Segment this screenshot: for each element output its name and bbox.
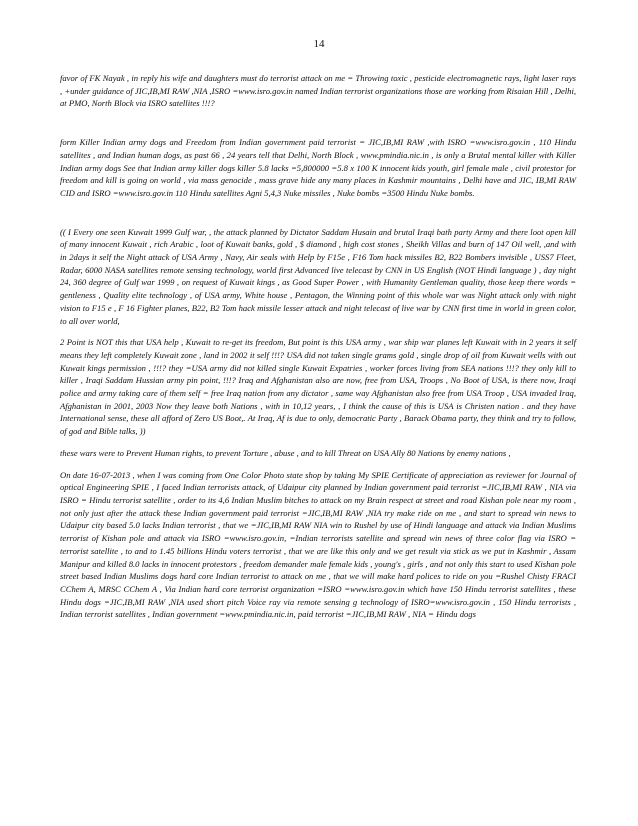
- page-number: 14: [313, 38, 325, 50]
- paragraph-1: favor of FK Nayak , in reply his wife and daughters must do terrorist attack on me = Throwing toxic , pesticide electromagnetic rays, light laser rays , +under guidance of JIC,IB,MI RAW ,NIA ,ISRO =www.isro.gov.in named Indian terrorist organizations those are working from Risaian Hill , Delhi, at PMO, North Block via ISRO satellites !!!?: [60, 73, 576, 109]
- paragraph-3: (( I Every one seen Kuwait 1999 Gulf war, , the attack planned by Dictator Saddam Husain and brutal Iraqi bath party Army and there loot open kill of many innocent Kuwait , rich Arabic , loot of Kuwait banks, gold , $ diamond , high cost stones , Sheikh Villas and burn of 147 Oil well, ,and with in 2days it self the Night attack of USA Army , Navy, Air seals with Help by F15e , F16 Tom hack missiles B2, B22 Bombers invisible , USS7 Fleet, Radar, 6000 NASA satellites remote sensing technology, world first Advanced live telecast by CNN in US English (NOT Hindi language ) , day night 24, 360 degree of Gulf war 1999 , on request of Kuwait kings , as Good Super Power , with Humanity Gentleman quality, those keep there words = gentleness , Quality elite technology , of USA army, White house , Pentagon, the Winning point of this whole war was Night attack only with night vision to F15 e , F 16 Fighter planes, B22, B2 Tom hack missile lesser attack and night telecast of live war by CNN first time in world in green color, to all over world,: [60, 226, 576, 326]
- paragraph-6: On date 16-07-2013 , when I was coming from One Color Photo state shop by taking My SPIE Certificate of appreciation as reviewer for Journal of optical Engineering SPIE , I faced Indian terrorists attack, of Udaipur city planned by Indian government paid terrorist =JIC,IB,MI RAW , NIA via ISRO = Hindu terrorist satellite , order to its 4,6 Indian Muslim bitches to attack on my Brain respect at street and road Kishan pole near my room , not only just after the attack these Indian government paid terrorist =JIC,IB,MI RAW ,NIA try make ride on me , and start to spread win news to Udaipur city based 5.0 lacks Indian terrorist , that we =JIC,IB,MI RAW NIA win to Rushel by use of Hindi language and attack via Indian Muslims terrorist of Kishan pole and attack via ISRO =www.isro.gov.in, =Indian terrorists satellite and spread win news of three color flag via ISRO = terrorist satellite , to and to 1.45 billions Hindu voters terrorist , that we are like this only and we get result via stick as we put in Kashmir , Assam Manipur and killed 8.0 lacks in innocent protestors , freedom demander male female kids , young's , girls , and not only this start to used Kishan pole street based Indian Muslims dogs hard core Indian terrorist to attack on me , that we will make hard polices to ride on you =Rushel Chisty FRACI CChem A, MRSC CChem A , Via Indian hard core terrorist organization =ISRO =www.isro.gov.in which have 150 Hindu terrorist satellites , these Hindu dogs =JIC,IB,MI RAW ,NIA used short pitch Voice ray via remote sensing g technology of ISRO=www.isro.gov.in , 150 Hindu terrorists , Indian terrorist satellites , Indian government =www.pmindia.nic.in, paid terrorist =JIC,IB,MI RAW , NIA = Hindu dogs: [60, 469, 576, 620]
- paragraph-2: form Killer Indian army dogs and Freedom from Indian government paid terrorist = JIC,IB,MI RAW ,with ISRO =www.isro.gov.in , 110 Hindu satellites , and Indian human dogs, as past 66 , 24 years tell that Delhi, North Block , www.pmindia.nic.in , is only a Brutal mental killer with Killer Indian army dogs See that Indian army killer dogs killer 5.8 lacks =5,800000 =5.8 x 100 K innocent kids youth, girl female male , civil protestor for freedom and kill is going on world , via mass genocide , mass grave hide any many places in Kashmir mountains , Delhi have and JIC, IB,MI RAW CID and ISRO =www.isro.gov.in 110 Hindu satellites Agni 5,4,3 Nuke missiles , Nuke bombs =3500 Hindu Nuke bombs.: [60, 137, 576, 198]
- document-body: [60, 72, 576, 621]
- paragraph-5: these wars were to Prevent Human rights, to prevent Torture , abuse , and to kill Threat on USA Ally 80 Nations by enemy nations ,: [60, 447, 511, 458]
- paragraph-4: 2 Point is NOT this that USA help , Kuwait to re-get its freedom, But point is this USA army , war ship war planes left Kuwait with in 2 years it self means they left completely Kuwait zone , land in 2002 it self !!!? USA did not taken single grams gold , single drop of oil from Kuwait wells with out Kuwait kings permission , !!!? they =USA army did not killed single Kuwait Expatries , worker forces living from SEA nations !!!? they only kill to killer , Iraqi Saddam Hussian army pin point, !!!? Iraq and Afghanistan also are now, free from USA, Troops , No Boot of USA, is there now, Iraqi police and army taking care of them self = free Iraq nation from any dictator , same way Afghanistan also free from USA Troop , USA invaded Iraq, Afghanistan in 2001, 2003 Now they leave both Nations , with in 10,12 years, , I think the cause of this is USA is Christen nation . and they have International sense, these all afford of Zero US Boot,. At Iraq, Af is due to only, democratic Party , Barack Obama party, they think and try to follow, of god and Bible talks, )): [60, 337, 576, 437]
